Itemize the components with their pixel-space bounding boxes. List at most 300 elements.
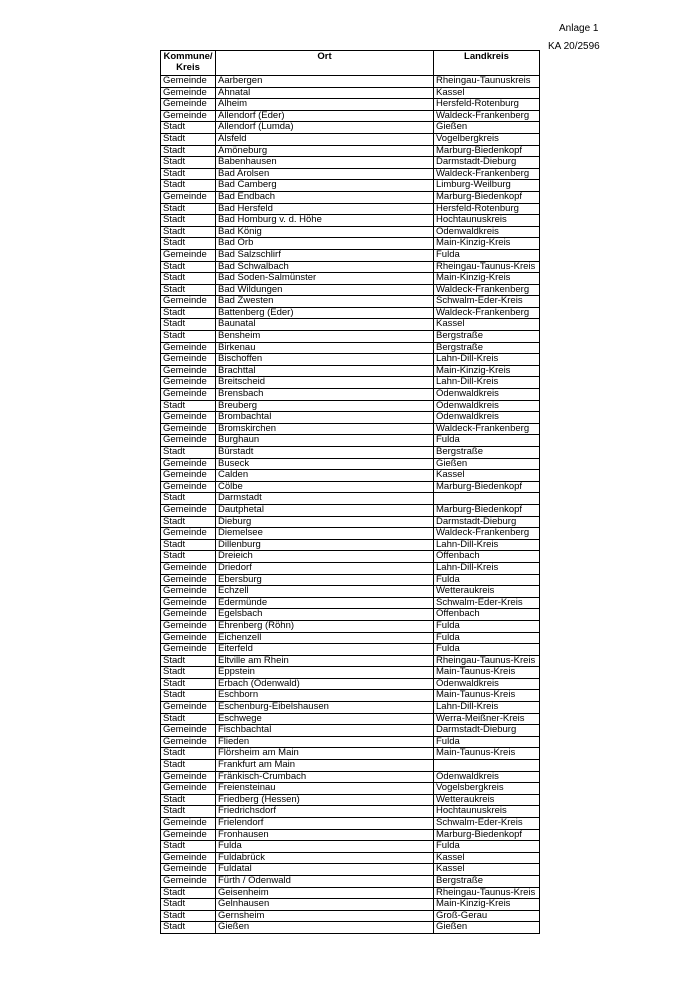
table-row xyxy=(161,377,540,389)
table-row xyxy=(161,400,540,412)
cell-kommune-type: Stadt xyxy=(161,133,216,145)
cell-landkreis: Lahn-Dill-Kreis xyxy=(434,354,540,366)
cell-landkreis: Waldeck-Frankenberg xyxy=(434,307,540,319)
cell-landkreis: Hochtaunuskreis xyxy=(434,806,540,818)
table-row xyxy=(161,447,540,459)
cell-landkreis: Darmstadt-Dieburg xyxy=(434,516,540,528)
cell-kommune-type: Gemeinde xyxy=(161,818,216,830)
cell-kommune-type: Stadt xyxy=(161,238,216,250)
attachment-label: Anlage 1 xyxy=(559,23,599,34)
cell-kommune-type: Stadt xyxy=(161,447,216,459)
cell-ort: Battenberg (Eder) xyxy=(216,307,434,319)
table-row xyxy=(161,528,540,540)
table-row xyxy=(161,168,540,180)
cell-landkreis: Odenwaldkreis xyxy=(434,389,540,401)
table-row xyxy=(161,597,540,609)
table-row xyxy=(161,609,540,621)
cell-ort: Fuldabrück xyxy=(216,852,434,864)
cell-landkreis: Waldeck-Frankenberg xyxy=(434,110,540,122)
cell-ort: Bad Zwesten xyxy=(216,296,434,308)
reference-number: KA 20/2596 xyxy=(548,41,600,52)
cell-landkreis: Bergstraße xyxy=(434,331,540,343)
cell-ort: Eiterfeld xyxy=(216,644,434,656)
cell-ort: Babenhausen xyxy=(216,157,434,169)
cell-ort: Echzell xyxy=(216,586,434,598)
cell-kommune-type: Gemeinde xyxy=(161,99,216,111)
cell-kommune-type: Gemeinde xyxy=(161,609,216,621)
table-row xyxy=(161,273,540,285)
cell-kommune-type: Stadt xyxy=(161,157,216,169)
cell-kommune-type: Gemeinde xyxy=(161,632,216,644)
cell-kommune-type: Stadt xyxy=(161,261,216,273)
table-row xyxy=(161,87,540,99)
table-row xyxy=(161,435,540,447)
cell-landkreis: Rheingau-Taunus-Kreis xyxy=(434,655,540,667)
cell-ort: Flieden xyxy=(216,736,434,748)
cell-ort: Amöneburg xyxy=(216,145,434,157)
cell-kommune-type: Gemeinde xyxy=(161,435,216,447)
table-row xyxy=(161,887,540,899)
cell-kommune-type: Stadt xyxy=(161,168,216,180)
cell-landkreis: Offenbach xyxy=(434,551,540,563)
cell-ort: Bromskirchen xyxy=(216,423,434,435)
cell-kommune-type: Stadt xyxy=(161,551,216,563)
table-row xyxy=(161,458,540,470)
cell-landkreis: Fulda xyxy=(434,435,540,447)
table-row xyxy=(161,539,540,551)
cell-landkreis: Odenwaldkreis xyxy=(434,226,540,238)
table-row xyxy=(161,655,540,667)
table-row xyxy=(161,910,540,922)
cell-kommune-type: Gemeinde xyxy=(161,562,216,574)
cell-landkreis: Gießen xyxy=(434,922,540,934)
cell-kommune-type: Gemeinde xyxy=(161,191,216,203)
table-row xyxy=(161,365,540,377)
cell-ort: Allendorf (Eder) xyxy=(216,110,434,122)
cell-ort: Alheim xyxy=(216,99,434,111)
cell-kommune-type: Gemeinde xyxy=(161,377,216,389)
cell-ort: Ehrenberg (Röhn) xyxy=(216,620,434,632)
cell-ort: Bad Salzschlirf xyxy=(216,249,434,261)
cell-ort: Breitscheid xyxy=(216,377,434,389)
cell-ort: Bürstadt xyxy=(216,447,434,459)
cell-kommune-type: Gemeinde xyxy=(161,470,216,482)
cell-landkreis: Fulda xyxy=(434,841,540,853)
table-row xyxy=(161,736,540,748)
column-header-landkreis: Landkreis xyxy=(434,51,540,76)
cell-landkreis: Kassel xyxy=(434,470,540,482)
table-row xyxy=(161,586,540,598)
cell-kommune-type: Stadt xyxy=(161,203,216,215)
cell-ort: Breuberg xyxy=(216,400,434,412)
table-row xyxy=(161,76,540,88)
table-row xyxy=(161,574,540,586)
column-header-kommune: Kommune/ Kreis xyxy=(161,51,216,76)
cell-kommune-type: Stadt xyxy=(161,690,216,702)
cell-kommune-type: Gemeinde xyxy=(161,783,216,795)
cell-landkreis: Fulda xyxy=(434,574,540,586)
table-row xyxy=(161,342,540,354)
table-row xyxy=(161,875,540,887)
cell-ort: Bad Wildungen xyxy=(216,284,434,296)
cell-landkreis: Fulda xyxy=(434,249,540,261)
cell-kommune-type: Gemeinde xyxy=(161,389,216,401)
cell-landkreis: Odenwaldkreis xyxy=(434,678,540,690)
cell-kommune-type: Gemeinde xyxy=(161,702,216,714)
table-row xyxy=(161,713,540,725)
cell-landkreis: Marburg-Biedenkopf xyxy=(434,829,540,841)
column-header-ort: Ort xyxy=(216,51,434,76)
cell-ort: Cölbe xyxy=(216,481,434,493)
cell-kommune-type: Gemeinde xyxy=(161,620,216,632)
cell-landkreis: Odenwaldkreis xyxy=(434,400,540,412)
cell-landkreis xyxy=(434,493,540,505)
table-row xyxy=(161,110,540,122)
table-row xyxy=(161,238,540,250)
cell-ort: Burghaun xyxy=(216,435,434,447)
cell-landkreis: Rheingau-Taunus-Kreis xyxy=(434,887,540,899)
cell-ort: Diemelsee xyxy=(216,528,434,540)
cell-kommune-type: Gemeinde xyxy=(161,736,216,748)
cell-landkreis: Bergstraße xyxy=(434,342,540,354)
cell-landkreis xyxy=(434,760,540,772)
cell-ort: Fürth / Odenwald xyxy=(216,875,434,887)
table-row xyxy=(161,829,540,841)
table-row xyxy=(161,702,540,714)
cell-kommune-type: Stadt xyxy=(161,841,216,853)
cell-ort: Fischbachtal xyxy=(216,725,434,737)
cell-ort: Edermünde xyxy=(216,597,434,609)
cell-kommune-type: Stadt xyxy=(161,713,216,725)
cell-kommune-type: Stadt xyxy=(161,887,216,899)
cell-ort: Darmstadt xyxy=(216,493,434,505)
table-row xyxy=(161,261,540,273)
cell-ort: Fronhausen xyxy=(216,829,434,841)
table-row xyxy=(161,899,540,911)
cell-ort: Frielendorf xyxy=(216,818,434,830)
cell-landkreis: Groß-Gerau xyxy=(434,910,540,922)
cell-ort: Alsfeld xyxy=(216,133,434,145)
table-body xyxy=(161,76,540,934)
cell-landkreis: Bergstraße xyxy=(434,447,540,459)
cell-kommune-type: Gemeinde xyxy=(161,597,216,609)
cell-kommune-type: Stadt xyxy=(161,794,216,806)
cell-landkreis: Main-Kinzig-Kreis xyxy=(434,899,540,911)
table-row xyxy=(161,516,540,528)
cell-landkreis: Bergstraße xyxy=(434,875,540,887)
cell-kommune-type: Gemeinde xyxy=(161,504,216,516)
cell-landkreis: Lahn-Dill-Kreis xyxy=(434,562,540,574)
cell-ort: Birkenau xyxy=(216,342,434,354)
cell-kommune-type: Stadt xyxy=(161,493,216,505)
cell-landkreis: Kassel xyxy=(434,852,540,864)
table-header-row xyxy=(161,51,540,76)
cell-kommune-type: Gemeinde xyxy=(161,586,216,598)
cell-kommune-type: Stadt xyxy=(161,307,216,319)
cell-kommune-type: Stadt xyxy=(161,910,216,922)
cell-ort: Eschwege xyxy=(216,713,434,725)
cell-landkreis: Darmstadt-Dieburg xyxy=(434,157,540,169)
cell-kommune-type: Gemeinde xyxy=(161,864,216,876)
cell-ort: Gelnhausen xyxy=(216,899,434,911)
cell-kommune-type: Stadt xyxy=(161,922,216,934)
cell-kommune-type: Stadt xyxy=(161,748,216,760)
cell-ort: Baunatal xyxy=(216,319,434,331)
cell-kommune-type: Gemeinde xyxy=(161,76,216,88)
table-row xyxy=(161,296,540,308)
cell-ort: Bad Endbach xyxy=(216,191,434,203)
cell-kommune-type: Stadt xyxy=(161,806,216,818)
cell-landkreis: Wetteraukreis xyxy=(434,586,540,598)
cell-landkreis: Hersfeld-Rotenburg xyxy=(434,99,540,111)
table-row xyxy=(161,725,540,737)
cell-landkreis: Lahn-Dill-Kreis xyxy=(434,539,540,551)
cell-landkreis: Main-Taunus-Kreis xyxy=(434,690,540,702)
cell-landkreis: Kassel xyxy=(434,87,540,99)
cell-landkreis: Wetteraukreis xyxy=(434,794,540,806)
cell-ort: Buseck xyxy=(216,458,434,470)
table-row xyxy=(161,504,540,516)
cell-landkreis: Marburg-Biedenkopf xyxy=(434,481,540,493)
cell-landkreis: Main-Taunus-Kreis xyxy=(434,667,540,679)
cell-landkreis: Waldeck-Frankenberg xyxy=(434,168,540,180)
cell-kommune-type: Stadt xyxy=(161,331,216,343)
cell-ort: Flörsheim am Main xyxy=(216,748,434,760)
table-row xyxy=(161,412,540,424)
table-row xyxy=(161,632,540,644)
cell-kommune-type: Gemeinde xyxy=(161,644,216,656)
table-row xyxy=(161,331,540,343)
cell-kommune-type: Stadt xyxy=(161,145,216,157)
table-row xyxy=(161,852,540,864)
cell-ort: Bad König xyxy=(216,226,434,238)
cell-ort: Eppstein xyxy=(216,667,434,679)
table-row xyxy=(161,620,540,632)
table-row xyxy=(161,389,540,401)
table-row xyxy=(161,122,540,134)
cell-ort: Dillenburg xyxy=(216,539,434,551)
table-row xyxy=(161,145,540,157)
cell-landkreis: Vogelbergkreis xyxy=(434,133,540,145)
cell-ort: Bad Camberg xyxy=(216,180,434,192)
cell-landkreis: Marburg-Biedenkopf xyxy=(434,145,540,157)
cell-kommune-type: Stadt xyxy=(161,122,216,134)
cell-landkreis: Schwalm-Eder-Kreis xyxy=(434,597,540,609)
cell-ort: Bensheim xyxy=(216,331,434,343)
cell-kommune-type: Stadt xyxy=(161,516,216,528)
cell-landkreis: Odenwaldkreis xyxy=(434,412,540,424)
table-row xyxy=(161,284,540,296)
table-row xyxy=(161,470,540,482)
cell-kommune-type: Stadt xyxy=(161,899,216,911)
cell-landkreis: Odenwaldkreis xyxy=(434,771,540,783)
cell-kommune-type: Gemeinde xyxy=(161,725,216,737)
cell-ort: Egelsbach xyxy=(216,609,434,621)
cell-kommune-type: Stadt xyxy=(161,678,216,690)
cell-kommune-type: Stadt xyxy=(161,273,216,285)
cell-kommune-type: Stadt xyxy=(161,215,216,227)
table-row xyxy=(161,551,540,563)
cell-landkreis: Schwalm-Eder-Kreis xyxy=(434,296,540,308)
cell-kommune-type: Gemeinde xyxy=(161,342,216,354)
cell-kommune-type: Gemeinde xyxy=(161,574,216,586)
table-row xyxy=(161,307,540,319)
cell-kommune-type: Gemeinde xyxy=(161,481,216,493)
cell-ort: Calden xyxy=(216,470,434,482)
cell-ort: Fränkisch-Crumbach xyxy=(216,771,434,783)
cell-kommune-type: Gemeinde xyxy=(161,528,216,540)
cell-ort: Freiensteinau xyxy=(216,783,434,795)
table-row xyxy=(161,481,540,493)
table-row xyxy=(161,99,540,111)
cell-ort: Erbach (Odenwald) xyxy=(216,678,434,690)
cell-landkreis: Kassel xyxy=(434,319,540,331)
table-row xyxy=(161,690,540,702)
cell-ort: Bad Soden-Salmünster xyxy=(216,273,434,285)
municipality-table xyxy=(160,50,540,934)
cell-ort: Eltville am Rhein xyxy=(216,655,434,667)
cell-ort: Eichenzell xyxy=(216,632,434,644)
cell-ort: Dreieich xyxy=(216,551,434,563)
cell-landkreis: Rheingau-Taunus-Kreis xyxy=(434,261,540,273)
cell-kommune-type: Stadt xyxy=(161,400,216,412)
cell-ort: Eschborn xyxy=(216,690,434,702)
cell-ort: Friedberg (Hessen) xyxy=(216,794,434,806)
cell-landkreis: Offenbach xyxy=(434,609,540,621)
cell-ort: Driedorf xyxy=(216,562,434,574)
cell-ort: Bad Orb xyxy=(216,238,434,250)
cell-kommune-type: Stadt xyxy=(161,284,216,296)
table-row xyxy=(161,760,540,772)
cell-kommune-type: Stadt xyxy=(161,226,216,238)
cell-kommune-type: Gemeinde xyxy=(161,110,216,122)
table-row xyxy=(161,678,540,690)
cell-ort: Bad Arolsen xyxy=(216,168,434,180)
cell-landkreis: Hersfeld-Rotenburg xyxy=(434,203,540,215)
cell-landkreis: Main-Kinzig-Kreis xyxy=(434,273,540,285)
table-row xyxy=(161,133,540,145)
cell-kommune-type: Gemeinde xyxy=(161,771,216,783)
cell-ort: Gernsheim xyxy=(216,910,434,922)
cell-ort: Friedrichsdorf xyxy=(216,806,434,818)
cell-kommune-type: Gemeinde xyxy=(161,412,216,424)
cell-landkreis: Gießen xyxy=(434,458,540,470)
cell-ort: Ebersburg xyxy=(216,574,434,586)
cell-ort: Ahnatal xyxy=(216,87,434,99)
cell-landkreis: Waldeck-Frankenberg xyxy=(434,284,540,296)
cell-landkreis: Waldeck-Frankenberg xyxy=(434,528,540,540)
cell-ort: Fulda xyxy=(216,841,434,853)
table-row xyxy=(161,922,540,934)
cell-kommune-type: Stadt xyxy=(161,760,216,772)
table-row xyxy=(161,818,540,830)
table-row xyxy=(161,841,540,853)
cell-landkreis: Waldeck-Frankenberg xyxy=(434,423,540,435)
cell-landkreis: Vogelsbergkreis xyxy=(434,783,540,795)
cell-kommune-type: Gemeinde xyxy=(161,249,216,261)
cell-landkreis: Fulda xyxy=(434,632,540,644)
cell-kommune-type: Gemeinde xyxy=(161,458,216,470)
cell-ort: Eschenburg-Eibelshausen xyxy=(216,702,434,714)
cell-landkreis: Darmstadt-Dieburg xyxy=(434,725,540,737)
cell-landkreis: Marburg-Biedenkopf xyxy=(434,191,540,203)
cell-ort: Bad Schwalbach xyxy=(216,261,434,273)
cell-landkreis: Rheingau-Taunuskreis xyxy=(434,76,540,88)
cell-kommune-type: Stadt xyxy=(161,655,216,667)
table-row xyxy=(161,864,540,876)
cell-landkreis: Lahn-Dill-Kreis xyxy=(434,377,540,389)
table-row xyxy=(161,319,540,331)
cell-kommune-type: Gemeinde xyxy=(161,829,216,841)
cell-kommune-type: Gemeinde xyxy=(161,296,216,308)
cell-kommune-type: Gemeinde xyxy=(161,875,216,887)
cell-landkreis: Marburg-Biedenkopf xyxy=(434,504,540,516)
cell-ort: Bad Hersfeld xyxy=(216,203,434,215)
cell-landkreis: Lahn-Dill-Kreis xyxy=(434,702,540,714)
cell-ort: Brachttal xyxy=(216,365,434,377)
cell-ort: Geisenheim xyxy=(216,887,434,899)
table-row xyxy=(161,794,540,806)
table-row xyxy=(161,226,540,238)
cell-ort: Fuldatal xyxy=(216,864,434,876)
table-row xyxy=(161,203,540,215)
table-row xyxy=(161,644,540,656)
cell-ort: Allendorf (Lumda) xyxy=(216,122,434,134)
cell-kommune-type: Gemeinde xyxy=(161,365,216,377)
cell-ort: Brombachtal xyxy=(216,412,434,424)
cell-kommune-type: Gemeinde xyxy=(161,423,216,435)
table-row xyxy=(161,423,540,435)
table-row xyxy=(161,215,540,227)
table-row xyxy=(161,157,540,169)
cell-landkreis: Fulda xyxy=(434,644,540,656)
cell-ort: Bischoffen xyxy=(216,354,434,366)
cell-landkreis: Main-Taunus-Kreis xyxy=(434,748,540,760)
cell-landkreis: Limburg-Weilburg xyxy=(434,180,540,192)
table-row xyxy=(161,806,540,818)
cell-landkreis: Kassel xyxy=(434,864,540,876)
table-row xyxy=(161,191,540,203)
cell-ort: Bad Homburg v. d. Höhe xyxy=(216,215,434,227)
table-row xyxy=(161,354,540,366)
cell-ort: Dieburg xyxy=(216,516,434,528)
cell-landkreis: Gießen xyxy=(434,122,540,134)
table-row xyxy=(161,748,540,760)
table-row xyxy=(161,667,540,679)
cell-kommune-type: Stadt xyxy=(161,319,216,331)
cell-landkreis: Fulda xyxy=(434,736,540,748)
table-row xyxy=(161,249,540,261)
table-row xyxy=(161,562,540,574)
cell-ort: Frankfurt am Main xyxy=(216,760,434,772)
table-row xyxy=(161,493,540,505)
cell-landkreis: Fulda xyxy=(434,620,540,632)
table-row xyxy=(161,771,540,783)
cell-kommune-type: Stadt xyxy=(161,667,216,679)
cell-kommune-type: Stadt xyxy=(161,180,216,192)
cell-landkreis: Main-Kinzig-Kreis xyxy=(434,238,540,250)
cell-kommune-type: Gemeinde xyxy=(161,354,216,366)
table-row xyxy=(161,180,540,192)
cell-ort: Aarbergen xyxy=(216,76,434,88)
cell-ort: Gießen xyxy=(216,922,434,934)
cell-kommune-type: Stadt xyxy=(161,539,216,551)
cell-landkreis: Werra-Meißner-Kreis xyxy=(434,713,540,725)
table-row xyxy=(161,783,540,795)
cell-kommune-type: Gemeinde xyxy=(161,87,216,99)
cell-ort: Dautphetal xyxy=(216,504,434,516)
cell-landkreis: Main-Kinzig-Kreis xyxy=(434,365,540,377)
